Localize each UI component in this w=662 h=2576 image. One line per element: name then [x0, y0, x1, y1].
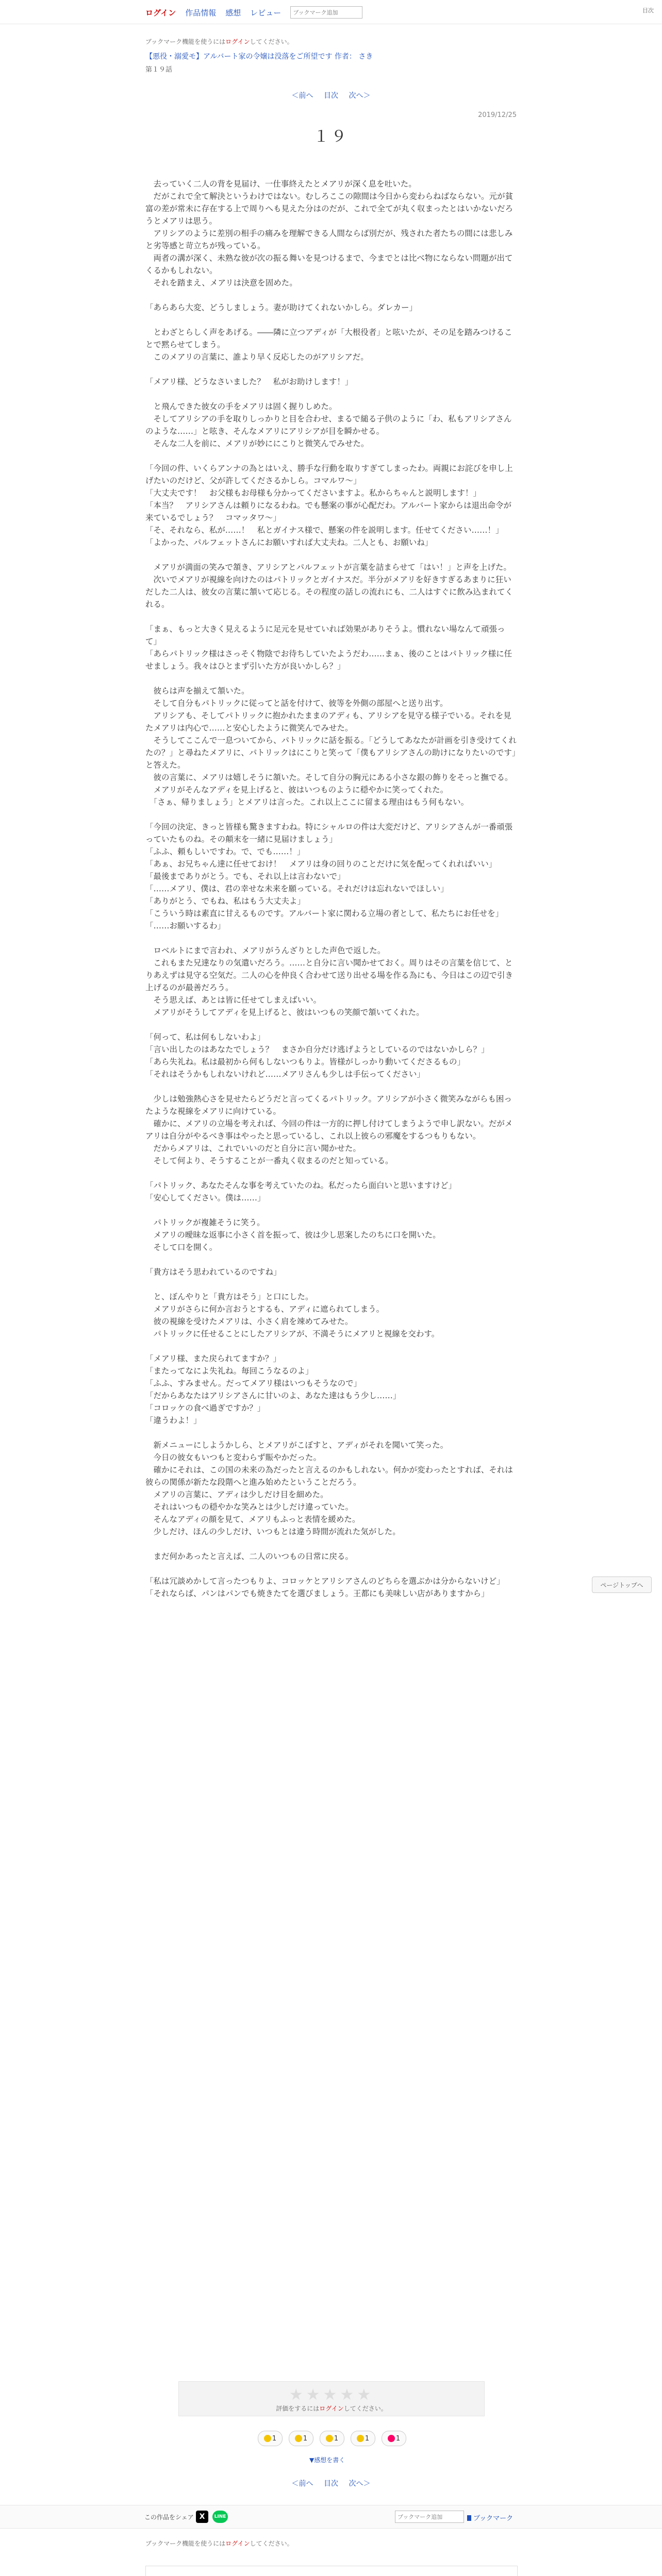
bookmark-login-link-bottom[interactable]: ログイン [225, 2540, 250, 2547]
toc-link-bottom[interactable]: 目次 [324, 2480, 338, 2488]
pager-bottom [145, 2478, 517, 2488]
bookmark-add-input[interactable] [290, 6, 362, 19]
share-bar [0, 2505, 662, 2529]
series-header [145, 52, 517, 62]
nav-impressions[interactable]: 感想 [225, 8, 241, 18]
line-share-icon[interactable]: LINE [212, 2511, 228, 2523]
latest-impressions-box [145, 2566, 518, 2576]
episode-title: １９ [313, 128, 349, 146]
reaction-cry[interactable]: 1 [320, 2431, 344, 2446]
novel-body [145, 178, 517, 1612]
paragraph: 「何って、私は何もしないわよ」 「言い出したのはあなたでしょう？ まさか自分だけ逃げようとしているのではないかしら？」 「あら失礼ね。私は最初から何もしないつもりよ。皆様がしっかり動いてくださるもの」 「それはそうかもしれないけれど……メアリさんも少しは手伝ってください」 [145, 1032, 489, 1079]
rating-note: 評価をするにはログインしてください。 [276, 2405, 387, 2412]
paragraph: メアリが満面の笑みで頷き、アリシアとパルフェットが言葉を詰まらせて「はい！」と声を上げた。 次いでメアリが視線を向けたのはパトリックとガイナスだ。半分がメアリを好きすぎるあまりに狂いだした二人は、彼女の言葉に頷いて応じる。その程度の話しの流れにも、二人はすぐに飲み込まれてくれる。 [145, 563, 514, 609]
login-link[interactable]: ログイン [145, 8, 176, 18]
paragraph: 少しは勉強熱心さを見せたらどうだと言ってくるパトリック。アリシアが小さく微笑みながらも困ったような視線をメアリに向けている。 確かに、メアリの立場を考えれば、今回の件は一方的に押し付けてしまうようで申し訳ない。だがメアリは自分がやるべき事はやったと思っているし、これ以上彼らの邪魔をするつもりもない。 だからメアリは、これでいいのだと自分に言い聞かせた。 そして何より、そうすることが一番丸く収まるのだと知っている。 [145, 1094, 513, 1165]
reaction-buttons [258, 2431, 406, 2446]
episode-progress: 第１９話 [145, 66, 173, 74]
cry-icon [326, 2435, 333, 2442]
nav-reviews[interactable]: レビュー [250, 8, 282, 18]
bookmark-note: ブックマーク機能を使うにはログインしてください。 [145, 38, 293, 45]
toc-link[interactable]: 目次 [324, 92, 338, 100]
reaction-smile[interactable]: 1 [289, 2431, 313, 2446]
smile-icon [295, 2435, 302, 2442]
paragraph: 去っていく二人の背を見届け、一仕事終えたとメアリが深く息を吐いた。 だがこれで全て解決というわけではない。むしろここの隙間は今日から変わらねばならない。元が貧富の差が常未に存在する上で周りへも見えた分はのだが、これで全てが丸く収まったとはいかないだろうとメアリは思う。 アリシアのように差別の相手の痛みを理解できる人間ならば別だが、残された者たちの間には悲しみと劣等感と苛立ちが残っている。 両者の溝が深く、未熟な彼が次の振る舞いを見つけるまで、今までとは比べ物にならない問題が出てくるかもしれない。 それを踏まえ、メアリは決意を固めた。 [145, 179, 514, 287]
paragraph: と、ぼんやりと「貴方はそう」と口にした。 メアリがさらに何か言おうとするも、アディに遮られてしまう。 彼の視線を受けたメアリは、小さく肩を竦めてみせた。 パトリックに任せることにしたアリシアが、不満そうにメアリと視線を交わす。 [153, 1292, 440, 1338]
paragraph: ロベルトにまで言われ、メアリがうんざりとした声色で返した。 これもまた兄達なりの気遣いだろう。……と自分に言い聞かせておく。周りはその言葉を信じて、とりあえずは見守る空気だ。二人の心を仲良く合わせて送り出せる場を作る為にも、今日はこの辺で引き上げるのが最善だろう。 そう思えば、あとは皆に任せてしまえばいい。 メアリがそうしてアディを見上げると、彼はいつもの笑顔で頷いてくれた。 [145, 946, 514, 1017]
paragraph: 「まぁ、もっと大きく見えるように足元を見せていれば効果がありそうよ。慣れない場なんて頑張って」 「あらパトリック様はさっそく物陰でお待ちしていたようだわ……まぁ、後のことはパトリック様に任せましょう。我々はひとまず引いた方が良いかしら？」 [145, 624, 512, 671]
toc-link-top[interactable]: 目次 [642, 7, 654, 14]
paragraph: とわざとらしく声をあげる。――隣に立つアディが「大根役者」と呟いたが、その足を踏みつけることで黙らせてしまう。 このメアリの言葉に、誰より早く反応したのがアリシアだ。 [145, 328, 512, 362]
thumbs-up-icon [264, 2435, 271, 2442]
paragraph: 「メアリ様、どうなさいました？ 私がお助けします！」 [145, 377, 353, 386]
bookmark-button[interactable]: ブックマーク [467, 2513, 513, 2522]
author-label: 作者： [334, 53, 356, 61]
series-title-link[interactable]: 【悪役・溺愛モ】アルバート家の令嬢は没落をご所望です [145, 53, 333, 61]
paragraph: 「あらあら大変、どうしましょう。妻が助けてくれないかしら。ダレカー」 [145, 303, 418, 312]
prev-link-bottom[interactable]: ＜前へ [291, 2480, 313, 2488]
page-top-button[interactable]: ページトップへ [592, 1577, 652, 1593]
paragraph: 「今回の決定、きっと皆様も驚きますわね。特にシャルロの件は大変だけど、アリシアさんが一番頑張っていたものね。その顛末を一緒に見届けましょう」 「ふふ、頼もしいですわ。で、でも……！」 「あぁ、お兄ちゃん達に任せておけ！ メアリは身の回りのことだけに気を配ってくれればいい」 「最後までありがとう。でも、それ以上は言わないで」 「……メアリ、僕は、君の幸せな未来を願っている。それだけは忘れないでほしい」 「ありがとう、でもね、私はもう大丈夫よ」 「こういう時は素直に甘えるものです。アルバート家に関わる立場の者として、私たちにお任せを」 「……お願いするわ」 [145, 822, 513, 930]
paragraph: まだ何かあったと言えば、二人のいつもの日常に戻る。 [145, 1552, 353, 1561]
bookmark-login-link[interactable]: ログイン [225, 38, 250, 45]
nav-work-info[interactable]: 作品情報 [185, 8, 217, 18]
rating-stars[interactable]: ★★★★★ [289, 2386, 374, 2404]
top-bar [0, 0, 662, 24]
paragraph: 「貴方はそう思われているのですね」 [145, 1267, 282, 1277]
pager-top [145, 90, 517, 100]
paragraph: パトリックが複雑そうに笑う。 メアリの曖昧な返事に小さく首を振って、彼は少し思案したのちに口を開いた。 そして口を開く。 [153, 1218, 441, 1252]
next-link[interactable]: 次へ＞ [349, 92, 371, 100]
author-link[interactable]: さき [358, 53, 373, 61]
prev-link[interactable]: ＜前へ [291, 92, 313, 100]
heart-icon [388, 2435, 395, 2442]
write-impression-link[interactable]: ▼感想を書く [309, 2456, 345, 2464]
x-share-icon[interactable]: X [196, 2511, 208, 2523]
paragraph: と飛んできた彼女の手をメアリは固く握りしめた。 そしてアリシアの手を取りしっかりと目を合わせ、まるで縋る子供のように「わ、私もアリシアさんのような……」と呟き、そんなメアリにアリシアが目を瞬かせる。 そんな二人を前に、メアリが妙ににこりと微笑んでみせた。 [145, 402, 512, 448]
bookmark-add-input-bottom[interactable] [395, 2511, 464, 2523]
paragraph: 「私は冗談めかして言ったつもりよ、コロッケとアリシアさんのどちらを選ぶかは分からないけど」 「それならば、パンはパンでも焼きたてを選びましょう。王都にも美味しい店がありますから」 [145, 1577, 505, 1598]
reaction-wow[interactable]: 1 [351, 2431, 375, 2446]
bookmark-note-bottom: ブックマーク機能を使うにはログインしてください。 [145, 2540, 293, 2547]
paragraph: 「パトリック、あなたそんな事を考えていたのね。私だったら面白いと思いますけど」 「安心してください。僕は……」 [145, 1181, 456, 1202]
share-label: この作品をシェア [144, 2514, 194, 2521]
paragraph: 「今回の件、いくらアンナの為とはいえ、勝手な行動を取りすぎてしまったわ。両親にお詫びを申し上げたいのだけど、父が許してくださるかしら。コマルワ～」 「大丈夫です！ お父様もお母様も分かってくださいますよ。私からちゃんと説明します！」 「本当？ アリシアさんは頼りになるわね。でも懸案の事が心配だわ。アルバート家からは退出命令が来ているでしょう？ コマッタワ～」 「そ、それなら、私が……！ 私とガイナス様で、懸案の件を説明します。任せてください……！」 「よかった、パルフェットさんにお願いすれば大丈夫ね。二人とも、お願いね」 [145, 464, 513, 547]
reaction-thumbs-up[interactable]: 1 [258, 2431, 283, 2446]
rating-login-link[interactable]: ログイン [319, 2405, 344, 2412]
publish-date: 2019/12/25 [478, 111, 517, 119]
paragraph: 彼らは声を揃えて頷いた。 そして自分もパトリックに従ってと話を付けて、彼等を外側の部屋へと送り出す。 アリシアも、そしてパトリックに抱かれたままのアディも、アリシアを見守る様子でいる。それを見たメアリは内心で……と安心したように微笑んでみせた。 そうしてここんで一息ついてから、パトリックに話を振る。「どうしてあなたが計画を引き受けてくれたの？」と尋ねたメアリに、パトリックはにこりと笑って「僕もアリシアさんの助けになりたいのです」と答えた。 彼の言葉に、メアリは嬉しそうに頷いた。そして自分の胸元にある小さな銀の飾りをそっと撫でる。 メアリがそんなアディを見上げると、彼はいつものように穏やかに笑ってくれた。 「さぁ、帰りましょう」とメアリは言った。これ以上ここに留まる理由はもう何もない。 [145, 686, 517, 807]
paragraph: 「メアリ様、また戻られてますか？」 「またってなによ失礼ね。毎回こうなるのよ」 「ふふ、すみません。だってメアリ様はいつもそうなので」 「だからあなたはアリシアさんに甘いのよ、あなた達はもう少し……」 「コロッケの食べ過ぎですか？」 「違うわよ！」 [145, 1354, 401, 1425]
rating-box [178, 2381, 485, 2416]
next-link-bottom[interactable]: 次へ＞ [349, 2480, 371, 2488]
reaction-heart[interactable]: 1 [382, 2431, 406, 2446]
wow-icon [357, 2435, 364, 2442]
paragraph: 新メニューにしようかしら、とメアリがこぼすと、アディがそれを聞いて笑った。 今日の彼女もいつもと変わらず賑やかだった。 確かにそれは、この国の未来の為だったと言えるのかもしれない。何かが変わったとすれば、それは彼らの関係が新たな段階へと進み始めたということだろう。 メアリの言葉に、アディは少しだけ目を細めた。 それはいつもの穏やかな笑みとは少しだけ違っていた。 そんなアディの顔を見て、メアリもふっと表情を緩めた。 少しだけ、ほんの少しだけ、いつもとは違う時間が流れた気がした。 [145, 1440, 513, 1536]
